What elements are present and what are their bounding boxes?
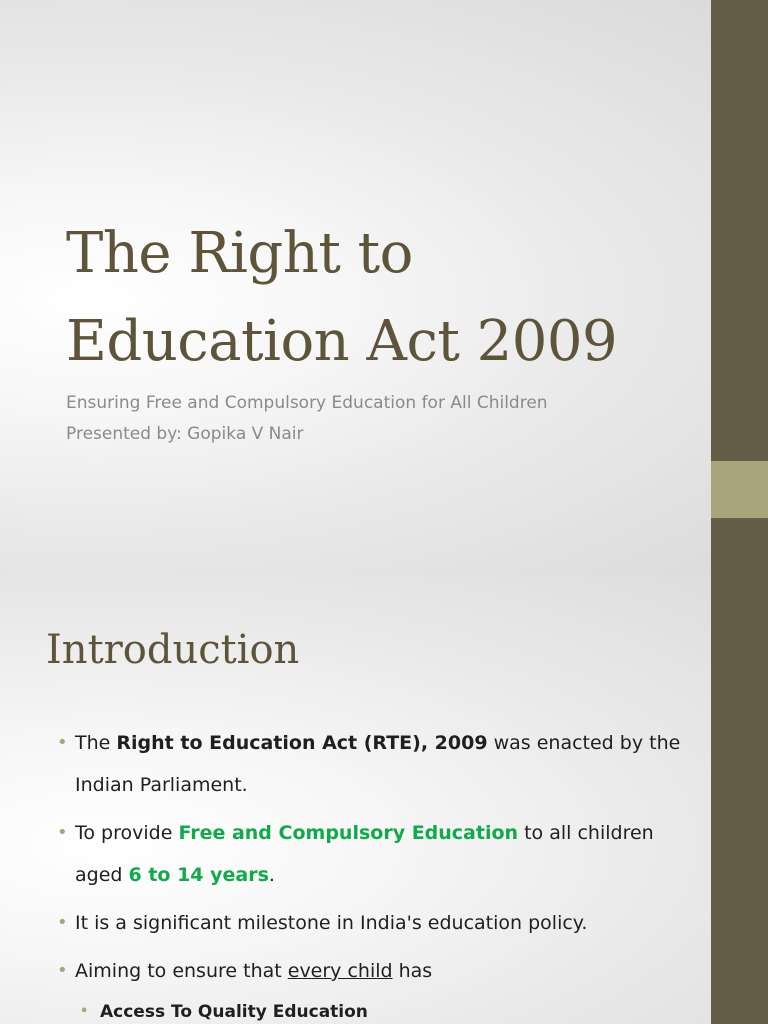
bullet-1-post: was enacted by the Indian Parliament.	[75, 732, 681, 796]
bullet-1-act-name: Right to Education Act (RTE), 2009	[116, 732, 488, 754]
sub-bullet-dot-icon: •	[80, 1004, 89, 1019]
bullet-rte-enacted	[0, 722, 700, 806]
bullet-dot-icon: •	[57, 960, 68, 981]
introduction-bullet-list	[0, 722, 700, 1024]
bullet-1-pre: The	[75, 732, 117, 754]
bullet-dot-icon: •	[57, 912, 68, 933]
bullet-dot-icon: •	[57, 822, 68, 843]
bullet-2-mid: to all children aged	[75, 822, 654, 886]
bullet-2-pre: To provide	[75, 822, 179, 844]
subtitle-presenter: Presented by: Gopika V Nair	[66, 424, 304, 444]
presentation-subtitle	[66, 388, 666, 450]
bullet-4-post: has	[392, 960, 433, 982]
bullet-dot-icon: •	[57, 732, 68, 753]
bullet-free-compulsory	[0, 812, 700, 896]
title-line-1: The Right to	[66, 221, 413, 286]
subtitle-tagline: Ensuring Free and Compulsory Education for All Children	[66, 393, 548, 413]
introduction-heading: Introduction	[46, 627, 300, 673]
bullet-2-highlight-education: Free and Compulsory Education	[178, 822, 519, 844]
bullet-4-underlined: every child	[287, 960, 393, 982]
bullet-3-text: It is a significant milestone in India's education policy.	[75, 912, 588, 934]
bullet-2-post: .	[268, 864, 275, 886]
presentation-title	[66, 210, 686, 386]
introduction-slide	[0, 576, 768, 1024]
bullet-4-pre: Aiming to ensure that	[75, 960, 288, 982]
decorative-side-accent	[711, 461, 768, 518]
sub-bullet-1-text: Access To Quality Education	[100, 1002, 368, 1022]
bullet-milestone	[0, 902, 700, 944]
sub-bullet-quality-education	[0, 998, 700, 1024]
bullet-every-child	[0, 950, 700, 992]
bullet-2-highlight-age: 6 to 14 years	[128, 864, 269, 886]
title-line-2: Education Act 2009	[66, 309, 618, 374]
